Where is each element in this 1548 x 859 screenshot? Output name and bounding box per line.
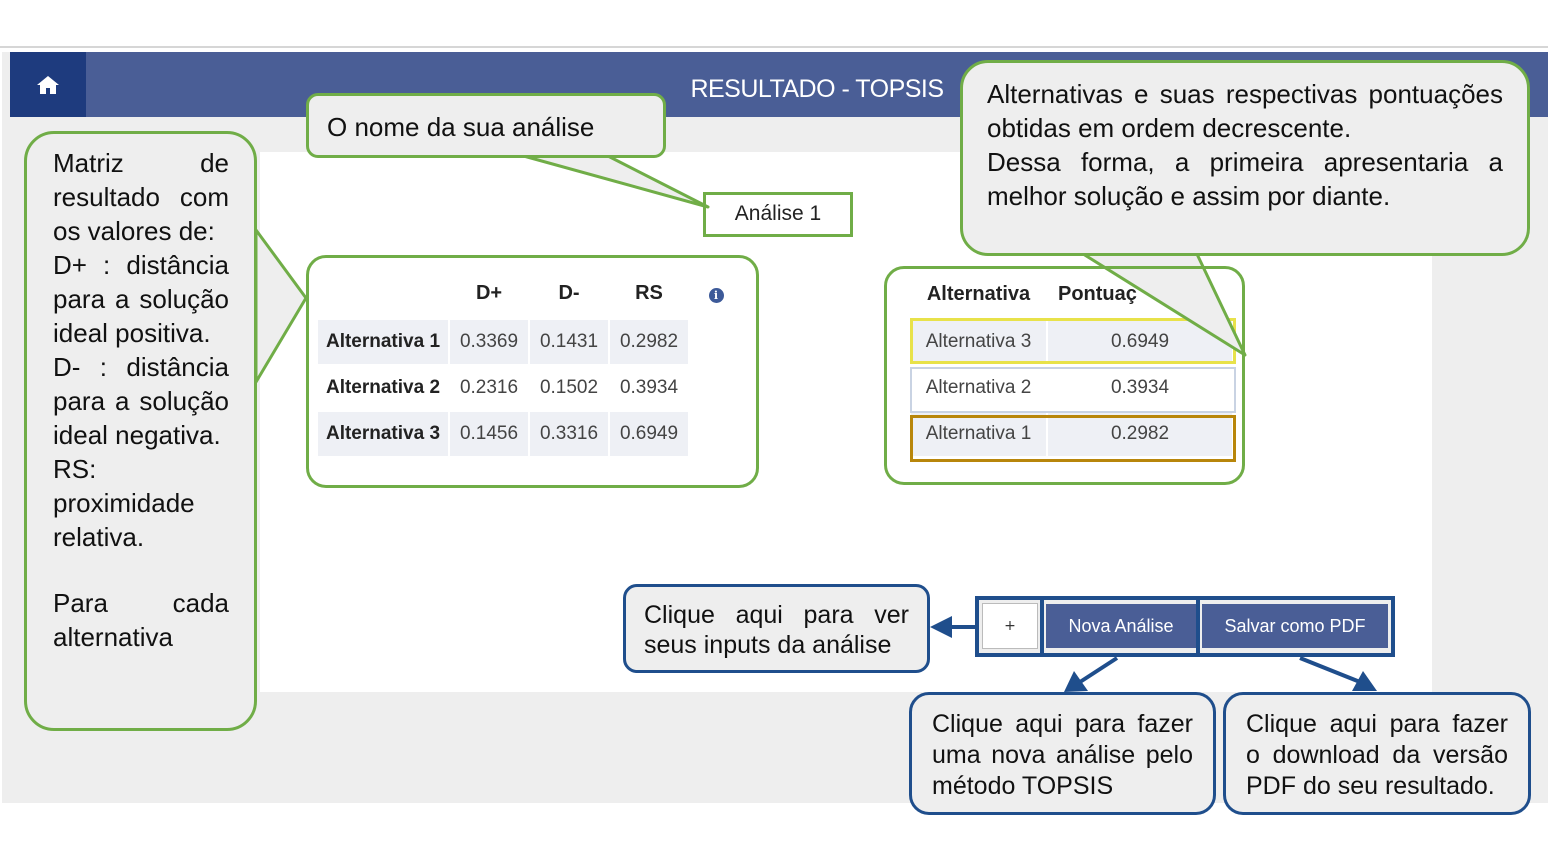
matrix-highlight	[306, 255, 759, 488]
ranking-alternative: Alternativa 2	[925, 377, 1032, 398]
callout-inputs	[623, 584, 930, 673]
ranking-score: 0.2982	[1048, 412, 1232, 456]
ranking-score: 0.3934	[1110, 377, 1170, 398]
callout-new-analysis	[909, 692, 1216, 815]
ranking-alternative: Alternativa 1	[911, 412, 1046, 456]
row-label: Alternativa 1	[318, 320, 448, 364]
column-header-d-plus: D+	[475, 281, 503, 304]
callout-text: Clique aqui para ver seus inputs da análise	[644, 601, 909, 659]
ranking-highlight	[884, 266, 1245, 485]
cell-rs: 0.2982	[610, 320, 688, 364]
cell-d-minus: 0.3316	[530, 412, 608, 456]
callout-analysis-name: O nome da sua análise	[306, 93, 666, 158]
callout-text: Alternativas e suas respectivas pontuações obtidas em ordem decrescente.	[987, 79, 1503, 143]
row-label: Alternativa 3	[318, 412, 448, 456]
cell-rs: 0.6949	[610, 412, 688, 456]
callout-save-pdf	[1223, 692, 1531, 815]
callout-text: Dessa forma, a primeira apresentaria a melhor solução e assim por diante.	[987, 147, 1503, 211]
column-header-rs: RS	[635, 281, 663, 304]
callout-matrix	[24, 131, 257, 731]
column-header-pontuacao: Pontuaç	[1058, 282, 1137, 305]
column-header-alternativa: Alternativa	[926, 282, 1031, 305]
callout-text: D- : distância para a solução ideal negativa.	[53, 352, 229, 450]
callout-text: Clique aqui para fazer o download da versão PDF do seu resultado.	[1246, 710, 1508, 800]
analysis-name-highlight	[703, 192, 853, 237]
callout-text: Matriz de resultado com os valores de:	[53, 148, 229, 246]
cell-rs: 0.3934	[619, 377, 679, 398]
cell-d-plus: 0.2316	[459, 377, 519, 398]
ranking-score: 0.6949	[1048, 320, 1232, 364]
page-title: RESULTADO - TOPSIS	[690, 75, 944, 103]
cell-d-minus: 0.1502	[539, 377, 599, 398]
show-inputs-button[interactable]: +	[982, 603, 1038, 649]
analysis-name: Análise 1	[734, 202, 822, 225]
cell-d-minus: 0.1431	[530, 320, 608, 364]
callout-text: Para cada alternativa	[53, 588, 229, 652]
callout-text: RS: proximidade relativa.	[53, 454, 195, 552]
save-pdf-button[interactable]: Salvar como PDF	[1202, 604, 1388, 648]
row-label: Alternativa 2	[325, 377, 441, 398]
cell-d-plus: 0.3369	[450, 320, 528, 364]
callout-text: Clique aqui para fazer uma nova análise pelo método TOPSIS	[932, 710, 1193, 800]
column-header-d-minus: D-	[558, 281, 580, 304]
info-icon[interactable]: i	[709, 288, 724, 303]
new-analysis-button[interactable]: Nova Análise	[1046, 604, 1196, 648]
callout-ranking	[960, 60, 1530, 256]
ranking-alternative: Alternativa 3	[911, 320, 1046, 364]
callout-text: D+ : distância para a solução ideal positiva.	[53, 250, 229, 348]
cell-d-plus: 0.1456	[450, 412, 528, 456]
